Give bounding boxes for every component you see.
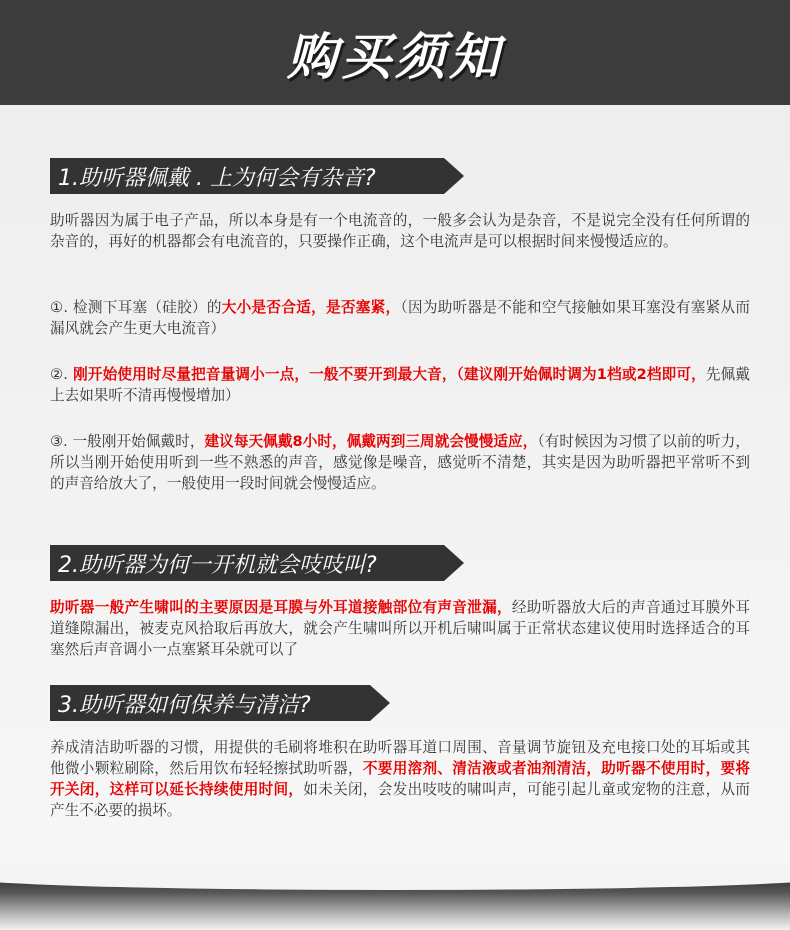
section-3-paragraph-1 xyxy=(50,737,750,821)
body-text: ③. 一般刚开始佩戴时， xyxy=(50,433,205,450)
body-text: （因为助听器是不能和空气接触如果耳塞没有塞紧从而漏风就会产生更大电流音） xyxy=(50,299,750,337)
body-text: ①. 检测下耳塞（硅胶）的 xyxy=(50,299,222,316)
highlight-text: 不要用溶剂、清洁液或者油剂清洁，助听器不使用时，要将开关闭，这样可以延长持续使用时间， xyxy=(50,760,750,798)
body-text: （有时候因为习惯了以前的听力，所以当刚开始使用听到一些不熟悉的声音，感觉像是噪音，感觉听不清楚，其实是因为助听器把平常听不到的声音给放大了，一般使用一段时间就会慢慢适应。 xyxy=(50,433,750,492)
highlight-text: 助听器一般产生啸叫的主要原因是耳膜与外耳道接触部位有声音泄漏， xyxy=(50,599,512,616)
highlight-text: 大小是否合适，是否塞紧， xyxy=(221,299,401,316)
section-2-paragraph-1 xyxy=(50,597,750,660)
section-1-paragraph-4 xyxy=(50,431,750,494)
highlight-text: 刚开始使用时尽量把音量调小一点，一般不要开到最大音，（建议刚开始佩时调为1档或2档即可， xyxy=(67,366,706,383)
section-title-3: 3.助听器如何保养与清洁? xyxy=(50,685,370,721)
section-1-paragraph-1 xyxy=(50,210,750,252)
section-1-paragraph-3 xyxy=(50,364,750,406)
footer-curve xyxy=(0,864,790,890)
body-text: 经助听器放大后的声音通过耳膜外耳道缝隙漏出，被麦克风拾取后再放大，就会产生啸叫所以开机后啸叫属于正常状态建议使用时选择适合的耳塞然后声音调小一点塞紧耳朵就可以了 xyxy=(50,599,750,658)
section-title-1: 1.助听器佩戴 . 上为何会有杂音? xyxy=(50,158,444,194)
section-title-2: 2.助听器为何一开机就会吱吱叫? xyxy=(50,545,444,581)
body-text: 养成清洁助听器的习惯，用提供的毛刷将堆积在助听器耳道口周围、音量调节旋钮及充电接口处的耳垢或其他微小颗粒刷除，然后用饮布轻轻擦拭助听器， xyxy=(50,739,750,777)
highlight-text: 建议每天佩戴8小时，佩戴两到三周就会慢慢适应， xyxy=(204,433,538,450)
body-text: ②. xyxy=(50,366,68,383)
page-title: 购买须知 xyxy=(287,27,503,86)
body-text: 助听器因为属于电子产品，所以本身是有一个电流音的，一般多会认为是杂音，不是说完全没有任何所谓的杂音的，再好的机器都会有电流音的，只要操作正确，这个电流声是可以根据时间来慢慢适应的。 xyxy=(50,212,750,250)
body-text: 先佩戴上去如果听不清再慢慢增加） xyxy=(50,366,750,404)
section-1-paragraph-2 xyxy=(50,297,750,339)
header-banner xyxy=(0,0,790,105)
body-text: 如未关闭，会发出吱吱的啸叫声，可能引起儿童或宠物的注意，从而产生不必要的损坏。 xyxy=(50,781,750,819)
